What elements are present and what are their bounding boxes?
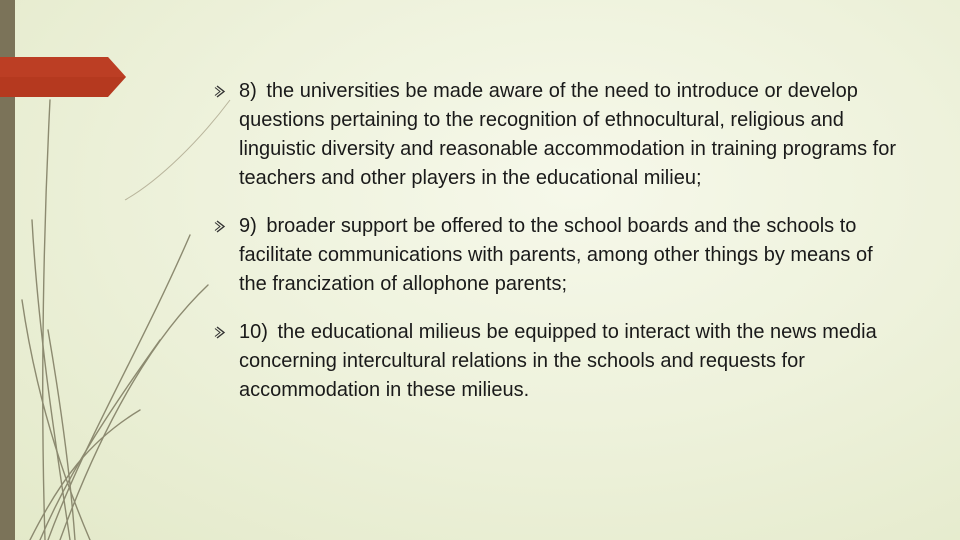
bullet-arrow-icon [213,219,228,234]
bullet-number: 9) [239,215,257,237]
bullet-item-10 [213,318,903,405]
bullet-text: the educational milieus be equipped to interact with the news media concerning intercultural relations in the schools and requests for accommodation in these milieus. [239,321,877,401]
bullet-item-8 [213,77,903,193]
bullet-text: broader support be offered to the school boards and the schools to facilitate communications with parents, among other things by means of the francization of allophone parents; [239,215,873,295]
bullet-number: 10) [239,321,268,343]
bullet-arrow-icon [213,84,228,99]
bullet-arrow-icon [213,325,228,340]
bullet-list [213,77,903,424]
bullet-text: the universities be made aware of the need to introduce or develop questions pertaining to the recognition of ethnocultural, religious and linguistic diversity and reasonable accommodation in training programs for teachers and other players in the educational milieu; [239,80,896,189]
bullet-number: 8) [239,80,257,102]
bullet-item-9 [213,212,903,299]
red-accent-tab [0,0,130,110]
